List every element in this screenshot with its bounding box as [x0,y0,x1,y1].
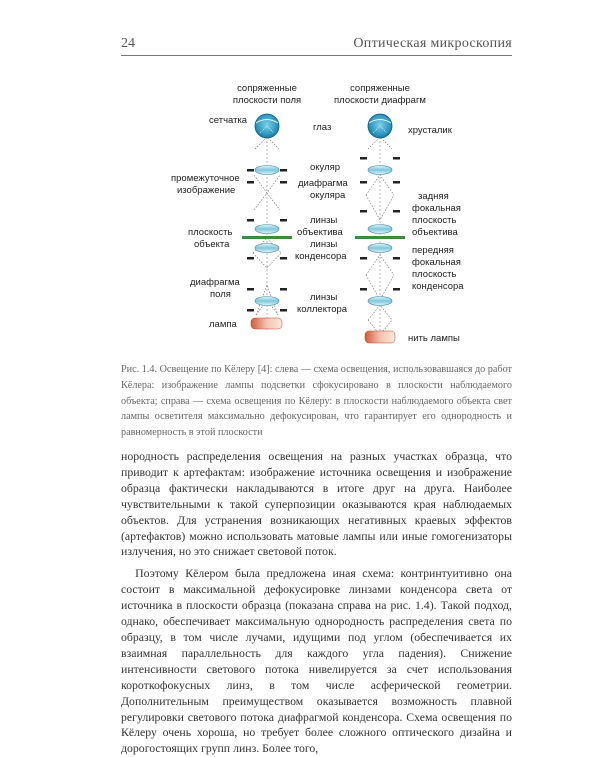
left-eyepiece-lens [255,166,279,175]
label-eyepiece-diaphragm-line2: окуляра [310,190,346,201]
left-stop-mark [280,309,287,312]
right-stop-mark [360,288,367,291]
label-intermediate-image-line2: изображение [177,185,236,196]
left-top-title-line2: плоскости поля [232,95,302,106]
left-top-title-line1: сопряженные [237,83,297,94]
left-lamp-icon [251,318,282,329]
label-front-focal-plane-line4: конденсора [412,281,464,292]
body-text [121,449,512,757]
kohler-illumination-figure [150,75,470,355]
page-number: 24 [121,36,135,51]
left-intermediate-stop [280,181,287,184]
left-optical-column [242,114,292,330]
right-collector-lens [368,297,392,306]
label-specimen-plane-line2: объекта [194,239,230,250]
label-condenser-lenses-line1: линзы [310,239,338,250]
right-front-focal-stop [393,257,400,260]
body-paragraph-1: нородность распределения освещения на разных участках образца, что приводит к артефактам: изображение источника освещения и изображение образца фактически накладываются в итоге друг на друга. Наиболее чувствительными к такой суперпозиции оказываются края наблюдаемых объектов. Для устранения возникающих негативных краевых эффектов (артефактов) можно использовать матовые лампы или иные гомогенизаторы излучения, но это снижает световой поток. [121,449,512,559]
right-eyepiece-lens [368,166,392,175]
right-top-title-line1: сопряженные [350,83,410,94]
left-stop-mark [280,257,287,260]
running-title: Оптическая микроскопия [353,36,512,51]
label-collector-lenses-line2: коллектора [297,304,348,315]
label-condenser-lenses-line2: конденсора [295,251,347,262]
label-back-focal-plane-line4: объектива [412,227,458,238]
right-front-focal-stop [360,257,367,260]
right-optical-column [355,114,405,343]
right-lamp-filament-icon [365,331,395,343]
label-intermediate-image-line1: промежуточное [171,173,240,184]
left-field-diaphragm [280,288,287,291]
label-eye: глаз [313,122,332,133]
label-objective-lenses-line1: линзы [310,215,338,226]
label-back-focal-plane-line3: плоскость [412,215,457,226]
label-retina: сетчатка [209,115,248,126]
label-lamp-filament: нить лампы [408,333,460,344]
label-front-focal-plane-line1: передняя [412,245,454,256]
left-condenser-lens [255,244,279,253]
figure-caption: Рис. 1.4. Освещение по Кёлеру [4]: слева — схема освещения, использовавшаяся до работ Кёлера: изображение лампы подсветки сфокусировано в плоскости наблюдаемого объекта; справа — схема освещения по Кёлеру: в плоскости наблюдаемого объекта свет лампы осветителя максимально дефокусирован, что гарантирует его однородность и равномерность в этой плоскости [121,364,512,439]
right-stop-mark [393,157,400,160]
left-specimen-slide [242,236,292,239]
left-objective-lens [255,225,279,234]
right-eyepiece-diaphragm [393,181,400,184]
running-header [121,36,512,54]
label-field-diaphragm-line2: поля [210,289,231,300]
left-ray-bundle-eyepiece [254,175,280,210]
right-top-title-line2: плоскости диафрагм [334,95,426,106]
label-collector-lenses-line1: линзы [310,292,338,303]
right-eyepiece-diaphragm [360,181,367,184]
label-objective-lenses-line2: объектива [297,227,343,238]
left-intermediate-stop [247,181,254,184]
left-stop-mark [247,219,254,222]
right-condenser-lens [368,244,392,253]
label-field-diaphragm-line1: диафрагма [190,277,240,288]
right-back-focal-stop [360,210,367,213]
label-lamp: лампа [209,319,237,330]
left-field-diaphragm [247,288,254,291]
label-front-focal-plane-line2: фокальная [412,257,461,268]
right-stop-mark [393,288,400,291]
label-specimen-plane-line1: плоскость [188,227,233,238]
left-collector-lens [255,297,279,306]
label-front-focal-plane-line3: плоскость [412,269,457,280]
label-eyepiece-diaphragm-line1: диафрагма [298,178,348,189]
body-paragraph-2: Поэтому Кёлером была предложена иная схема: контринтуитивно она состоит в максимальной дефокусировке линзами конденсора света от источника в плоскости образца (показана справа на рис. 1.4). Такой подход, однако, обеспечивает максимальную однородность распределения света по образцу, в том числе лучами, идущими под углом (обеспечивается их взаимная параллельность для каждого угла падения). Снижение интенсивности светового потока нивелируется за счет использования короткофокусных линз, в том числе асферической геометрии. Дополнительным преимуществом оказывается возможность плавной регулировки светового потока диафрагмой конденсора. Схема освещения по Кёлеру очень хороша, но требует более сложного оптического дизайна и дорогостоящих групп линз. Более того, [121,566,512,756]
left-column-titles [233,83,301,106]
label-eyepiece: окуляр [310,162,341,173]
label-back-focal-plane-line2: фокальная [412,203,461,214]
header-rule [121,55,512,56]
label-back-focal-plane-line1: задняя [418,191,449,202]
right-back-focal-stop [393,210,400,213]
left-stop-mark [280,219,287,222]
left-stop-mark [247,257,254,260]
left-stop-mark [247,169,254,172]
right-objective-lens [368,225,392,234]
left-stop-mark [280,169,287,172]
right-column-titles [334,83,426,106]
left-stop-mark [247,309,254,312]
right-specimen-slide [355,236,405,239]
right-stop-mark [360,157,367,160]
label-crystalline-lens: хрусталик [408,125,452,136]
